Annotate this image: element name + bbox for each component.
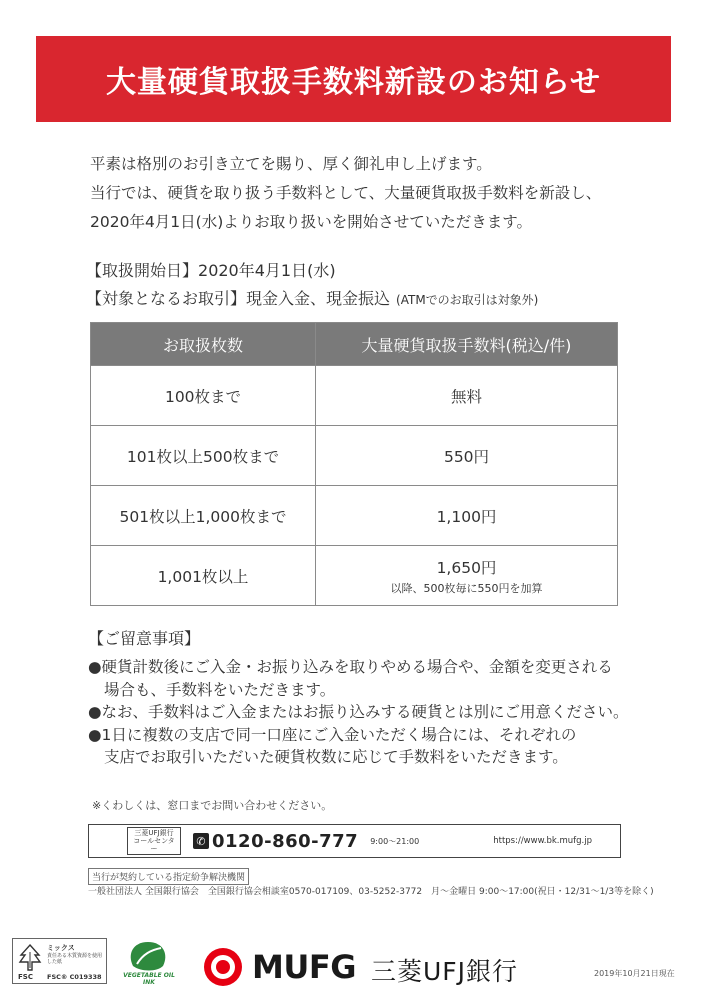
table-row <box>91 426 618 486</box>
notes-list <box>88 656 648 769</box>
row-count: 101枚以上500枚まで <box>91 426 316 486</box>
intro-text <box>90 150 670 237</box>
fsc-tree-icon <box>17 943 43 973</box>
row-count: 1,001枚以上 <box>91 546 316 606</box>
call-center-label <box>127 827 181 855</box>
header-fee: 大量硬貨取扱手数料(税込/件) <box>316 323 618 366</box>
row-fee: 1,650円 <box>436 558 497 577</box>
start-date-line <box>86 258 336 281</box>
call-center-label-bank: 三菱UFJ銀行 <box>134 829 174 837</box>
header-count: お取扱枚数 <box>91 323 316 366</box>
phone-icon: ✆ <box>193 833 209 849</box>
title-banner <box>36 36 671 122</box>
call-hours: 9:00〜21:00 <box>370 836 420 846</box>
row-fee: 無料 <box>316 366 618 426</box>
target-line <box>86 286 538 309</box>
fsc-desc: 責任ある木質資源を使用した紙 <box>47 953 103 965</box>
row-fee: 1,100円 <box>316 486 618 546</box>
issue-date: 2019年10月21日現在 <box>594 969 675 978</box>
page-title: 大量硬貨取扱手数料新設のお知らせ <box>105 65 602 100</box>
target-note: (ATMでのお取引は対象外) <box>396 293 539 307</box>
table-row <box>91 486 618 546</box>
table-row <box>91 546 618 606</box>
start-date-value: 2020年4月1日(水) <box>198 261 336 280</box>
note-item: ●硬貨計数後にご入金・お振り込みを取りやめる場合や、金額を変更される <box>88 658 613 676</box>
note-item-cont: 場合も、手数料をいただきます。 <box>104 680 336 699</box>
note-item: ●なお、手数料はご入金またはお振り込みする硬貨とは別にご用意ください。 <box>88 703 629 721</box>
target-label: 【対象となるお取引】 <box>86 289 247 308</box>
intro-line: 平素は格別のお引き立てを賜り、厚く御礼申し上げます。 <box>90 155 492 173</box>
row-count: 501枚以上1,000枚まで <box>91 486 316 546</box>
target-value: 現金入金、現金振込 <box>246 289 391 308</box>
fee-table-header <box>91 323 618 366</box>
table-row <box>91 366 618 426</box>
row-fee: 550円 <box>316 426 618 486</box>
phone-number: 0120-860-777 <box>212 830 359 852</box>
adr-label: 当行が契約している指定紛争解決機関 <box>88 868 249 885</box>
start-date-label: 【取扱開始日】 <box>86 261 199 280</box>
intro-line: 2020年4月1日(水)よりお取り扱いを開始させていただきます。 <box>90 213 533 231</box>
fsc-mark: FSC <box>18 973 33 981</box>
note-item-cont: 支店でお取引いただいた硬貨枚数に応じて手数料をいただきます。 <box>104 748 568 766</box>
contact-box <box>88 824 621 858</box>
fsc-code: FSC® C019338 <box>47 973 102 981</box>
fee-table <box>90 322 618 606</box>
notes-title: 【ご留意事項】 <box>88 629 201 648</box>
note-item: ●1日に複数の支店で同一口座にご入金いただく場合には、それぞれの <box>88 725 577 744</box>
mufg-logo-icon <box>202 946 244 988</box>
intro-line: 当行では、硬貨を取り扱う手数料として、大量硬貨取扱手数料を新設し、 <box>90 184 602 202</box>
fsc-title: ミックス <box>47 944 75 952</box>
row-fee-cell <box>316 546 618 606</box>
row-count: 100枚まで <box>91 366 316 426</box>
bank-name: 三菱UFJ銀行 <box>371 957 519 986</box>
inquiry-text: ※くわしくは、窓口までお問い合わせください。 <box>92 799 333 812</box>
mufg-logo-text: MUFG <box>252 948 356 986</box>
fsc-logo <box>12 938 107 984</box>
row-fee-note: 以降、500枚毎に550円を加算 <box>390 581 543 595</box>
vegetable-oil-ink-text: VEGETABLE OIL INK <box>123 972 175 986</box>
website-url: https://www.bk.mufg.jp <box>493 836 592 846</box>
adr-text: 一般社団法人 全国銀行協会 全国銀行協会相談室0570-017109、03-5252-3772 月〜金曜日 9:00〜17:00(祝日・12/31〜1/3等を除く) <box>88 887 654 897</box>
call-center-label-center: コールセンター <box>133 837 175 853</box>
